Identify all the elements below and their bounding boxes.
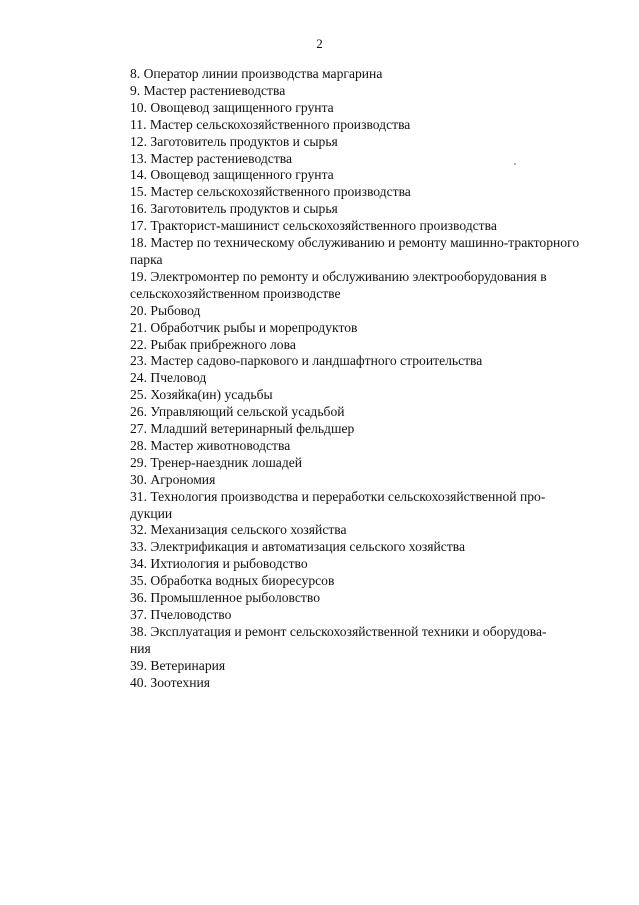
profession-list — [130, 66, 588, 692]
list-item: 30. Агрономия — [130, 471, 216, 487]
list-item: 29. Тренер-наездник лошадей — [130, 454, 303, 470]
list-item: 10. Овощевод защищенного грунта — [130, 99, 334, 115]
list-item: 32. Механизация сельского хозяйства — [130, 522, 347, 538]
list-item: 9. Мастер растениеводства — [130, 82, 286, 98]
list-item: 27. Младший ветеринарный фельдшер — [130, 421, 355, 437]
list-item: 14. Овощевод защищенного грунта — [130, 167, 334, 183]
list-item: 37. Пчеловодство — [130, 607, 232, 622]
list-item: 20. Рыбовод — [130, 302, 201, 318]
list-item: 40. Зоотехния — [130, 674, 211, 690]
list-item: 34. Ихтиология и рыбоводство — [130, 556, 308, 572]
list-item: 11. Мастер сельскохозяйственного производства — [130, 116, 411, 132]
list-item: 19. Электромонтер по ремонту и обслуживанию электрооборудования в сельскохозяйственном производстве — [130, 268, 547, 301]
list-item: 15. Мастер сельскохозяйственного производства — [130, 184, 411, 200]
list-item: 25. Хозяйка(ин) усадьбы — [130, 387, 273, 403]
page-number: 2 — [316, 36, 323, 51]
list-item: 17. Тракторист-машинист сельскохозяйственного производства — [130, 218, 497, 234]
list-item: 31. Технология производства и переработки сельскохозяйственной про- дукции — [130, 488, 546, 521]
list-item: 26. Управляющий сельской усадьбой — [130, 404, 345, 420]
list-item: 8. Оператор линии производства маргарина — [130, 66, 383, 81]
list-item: 36. Промышленное рыболовство — [130, 590, 320, 606]
list-item: 18. Мастер по техническому обслуживанию и ремонту машинно-тракторного парка — [130, 235, 580, 267]
list-item: 21. Обработчик рыбы и морепродуктов — [130, 319, 358, 335]
list-item: 35. Обработка водных биоресурсов — [130, 573, 335, 589]
list-item: 16. Заготовитель продуктов и сырья — [130, 201, 338, 217]
list-item: 12. Заготовитель продуктов и сырья — [130, 133, 338, 149]
list-item: 28. Мастер животноводства — [130, 437, 291, 453]
list-item: 38. Эксплуатация и ремонт сельскохозяйственной техники и оборудова- ния — [130, 623, 547, 656]
list-item: 13. Мастер растениеводства — [130, 150, 293, 166]
list-item: 33. Электрификация и автоматизация сельского хозяйства — [130, 539, 466, 555]
list-item: 23. Мастер садово-паркового и ландшафтного строительства — [130, 353, 483, 369]
list-item: 24. Пчеловод — [130, 370, 207, 386]
list-item: 22. Рыбак прибрежного лова — [130, 336, 296, 352]
list-item: 39. Ветеринария — [130, 657, 226, 673]
